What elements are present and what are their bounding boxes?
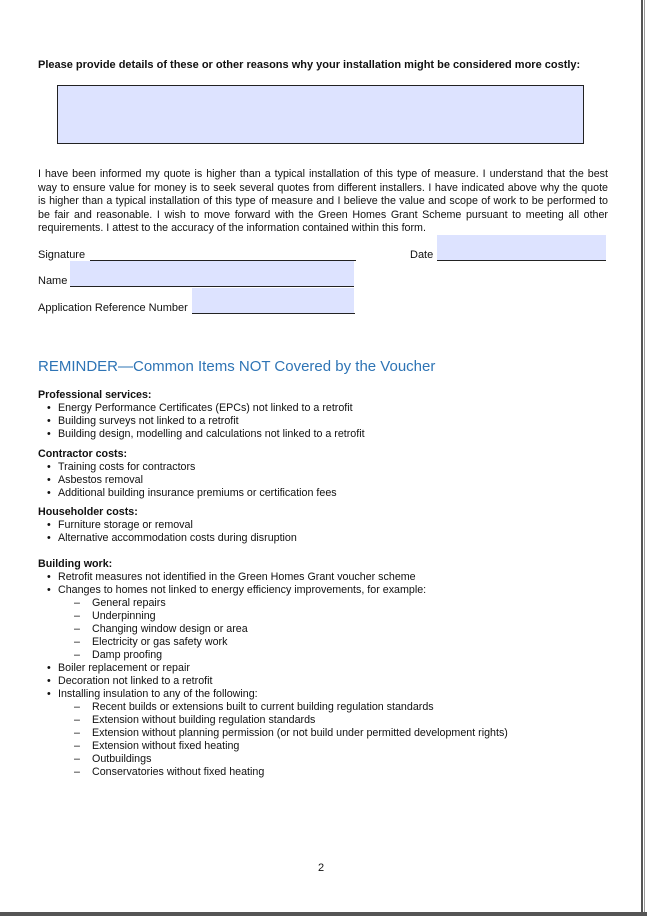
date-label: Date <box>410 249 434 261</box>
list-item: • Changes to homes not linked to energy efficiency improvements, for example: <box>38 584 508 597</box>
building-section <box>38 558 508 779</box>
list-item: • Energy Performance Certificates (EPCs) not linked to a retrofit <box>38 402 365 415</box>
sub-list-item: – Outbuildings <box>38 753 508 766</box>
list-item: • Decoration not linked to a retrofit <box>38 675 508 688</box>
sub-list-item: – Conservatories without fixed heating <box>38 766 508 779</box>
name-underline <box>70 286 354 287</box>
sub-list-item: – Extension without planning permission (or not build under permitted development rights) <box>38 727 508 740</box>
list-item: • Installing insulation to any of the following: <box>38 688 508 701</box>
reference-underline <box>192 313 355 314</box>
declaration-statement: I have been informed my quote is higher than a typical installation of this type of measure. I understand that the best way to ensure value for money is to seek several quotes from different installers. I have indicated above why the quote is higher than a typical installation of this type of measure and I believe the value and scope of work to be performed to be fair and reasonable. I wish to move forward with the Green Homes Grant Scheme pursuant to meeting all other requirements. I attest to the accuracy of the information contained within this form. <box>38 168 608 235</box>
list-item: • Retrofit measures not identified in the Green Homes Grant voucher scheme <box>38 571 508 584</box>
householder-section <box>38 506 297 545</box>
reasons-textarea[interactable] <box>57 85 584 144</box>
name-field[interactable] <box>70 261 354 286</box>
page-bottom-edge <box>0 912 647 916</box>
reasons-question: Please provide details of these or other reasons why your installation might be considered more costly: <box>38 59 581 71</box>
list-item: • Building design, modelling and calculations not linked to a retrofit <box>38 428 365 441</box>
list-item: • Boiler replacement or repair <box>38 662 508 675</box>
signature-label: Signature <box>38 249 86 261</box>
list-item: • Additional building insurance premiums or certification fees <box>38 487 337 500</box>
section-title: Professional services: <box>38 389 152 401</box>
page-number: 2 <box>318 862 325 874</box>
sub-list-item: – Damp proofing <box>38 649 508 662</box>
sub-list-item: – Underpinning <box>38 610 508 623</box>
sub-list-item: – Extension without building regulation standards <box>38 714 508 727</box>
page-edge-shadow <box>641 0 643 916</box>
list-item: • Training costs for contractors <box>38 461 337 474</box>
sub-list-item: – Recent builds or extensions built to current building regulation standards <box>38 701 508 714</box>
reference-label: Application Reference Number <box>38 302 188 314</box>
sub-list-item: – Extension without fixed heating <box>38 740 508 753</box>
date-field[interactable] <box>437 235 606 260</box>
section-title: Building work: <box>38 558 113 570</box>
date-underline <box>437 260 606 261</box>
professional-section <box>38 389 365 441</box>
name-label: Name <box>38 275 68 287</box>
page-edge-line <box>644 0 645 916</box>
section-title: Householder costs: <box>38 506 138 518</box>
section-title: Contractor costs: <box>38 448 128 460</box>
reference-field[interactable] <box>192 288 354 313</box>
list-item: • Building surveys not linked to a retrofit <box>38 415 365 428</box>
sub-list-item: – General repairs <box>38 597 508 610</box>
contractor-section <box>38 448 337 500</box>
sub-list-item: – Electricity or gas safety work <box>38 636 508 649</box>
list-item: • Furniture storage or removal <box>38 519 297 532</box>
list-item: • Asbestos removal <box>38 474 337 487</box>
sub-list-item: – Changing window design or area <box>38 623 508 636</box>
list-item: • Alternative accommodation costs during disruption <box>38 532 297 545</box>
reminder-heading: REMINDER—Common Items NOT Covered by the Voucher <box>38 358 436 375</box>
